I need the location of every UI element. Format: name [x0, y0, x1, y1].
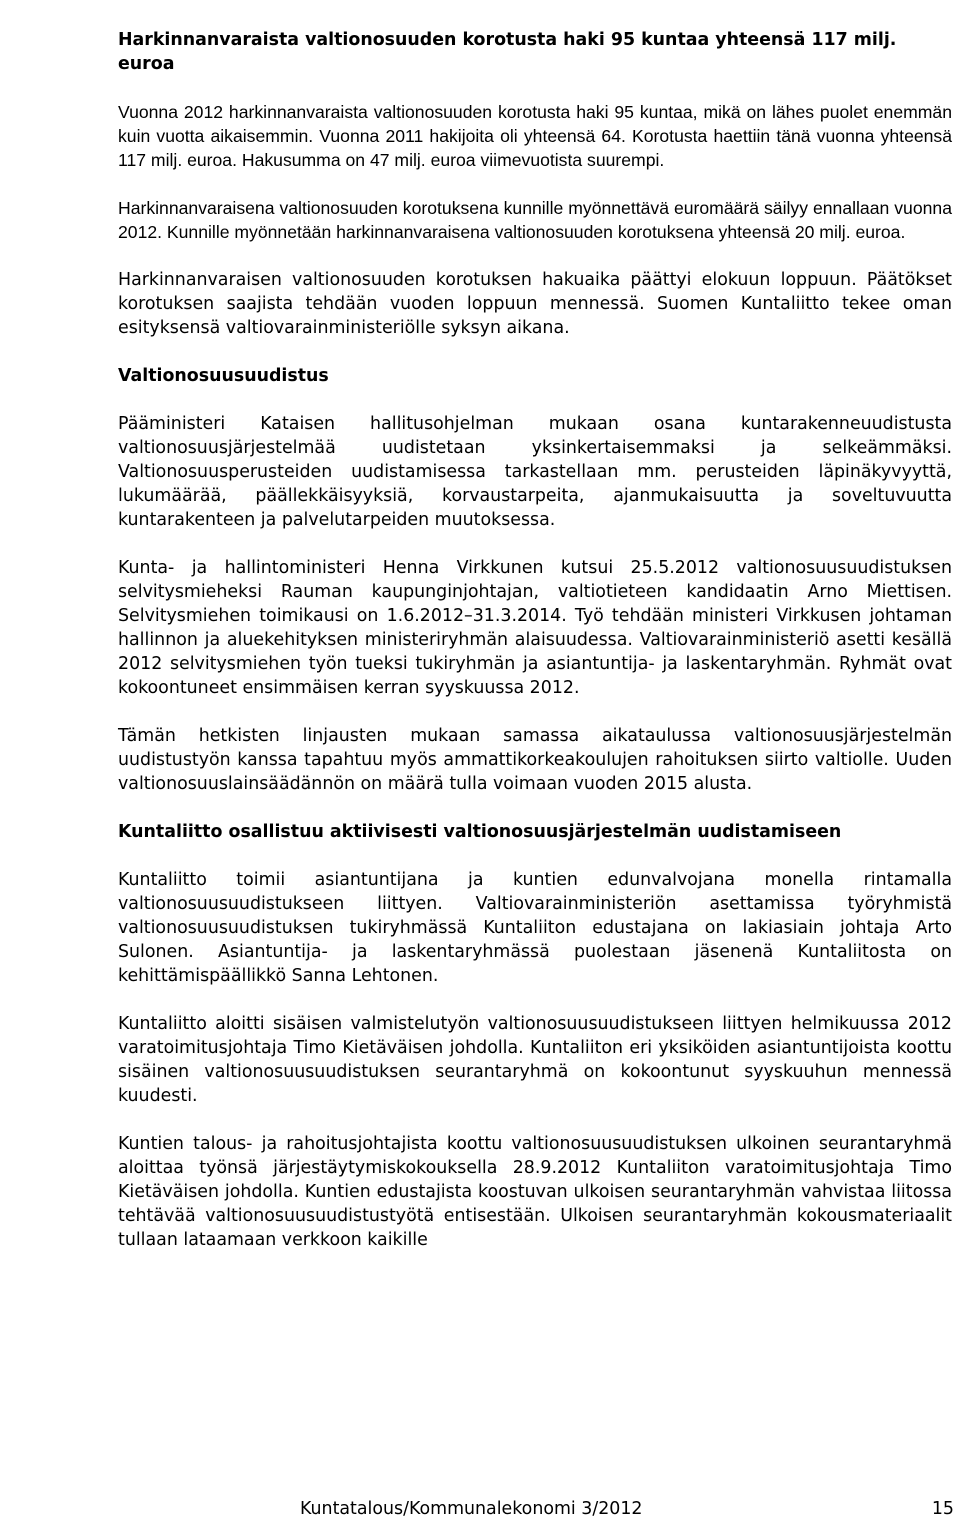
paragraph: Harkinnanvaraisen valtionosuuden korotuksen hakuaika päättyi elokuun loppuun. Päätökset korotuksen saajista tehdään vuoden loppuun mennessä. Suomen Kuntaliitto tekee oman esityksensä valtiovarainministeriölle syksyn aikana.: [118, 270, 952, 338]
section-heading-discretionary-increase: Harkinnanvaraista valtionosuuden korotusta haki 95 kuntaa yhteensä 117 milj. euroa: [118, 30, 897, 74]
paragraph: Kuntaliitto aloitti sisäisen valmistelutyön valtionosuusuudistukseen liittyen helmikuussa 2012 varatoimitusjohtaja Timo Kietäväisen johdolla. Kuntaliiton eri yksiköiden asiantuntijoista koottu sisäinen valtionosuusuudistuksen seurantaryhmä on kokoontunut syyskuuhun mennessä kuudesti.: [118, 1014, 952, 1106]
publication-name: Kuntatalous/Kommunalekonomi 3/2012: [300, 1499, 643, 1519]
paragraph: Kuntien talous- ja rahoitusjohtajista koottu valtionosuusuudistuksen ulkoinen seurantaryhmä aloittaa työnsä järjestäytymiskokouksella 28.9.2012 Kuntaliiton varatoimitusjohtaja Timo Kietäväisen johdolla. Kuntien edustajista koostuvan ulkoisen seurantaryhmän vahvistaa liitossa tehtävää valtionosuusuudistustyötä entisestään. Ulkoisen seurantaryhmän kokousmateriaalit tullaan lataamaan verkkoon kaikille: [118, 1134, 952, 1250]
paragraph: Vuonna 2012 harkinnanvaraista valtionosuuden korotusta haki 95 kuntaa, mikä on lähes puolet enemmän kuin vuotta aikaisemmin. Vuonna 2011 hakijoita oli yhteensä 64. Korotusta haettiin tänä vuonna yhteensä 117 milj. euroa. Hakusumma on 47 milj. euroa viimevuotista suurempi.: [118, 102, 952, 170]
paragraph: Harkinnanvaraisena valtionosuuden korotuksena kunnille myönnettävä euromäärä säilyy ennallaan vuonna 2012. Kunnille myönnetään harkinnanvaraisena valtionosuuden korotuksena yhteensä 20 milj. euroa.: [118, 198, 952, 242]
article-body: [118, 28, 952, 1252]
paragraph: Tämän hetkisten linjausten mukaan samassa aikataulussa valtionosuusjärjestelmän uudistustyön kanssa tapahtuu myös ammattikorkeakoulujen rahoituksen siirto valtiolle. Uuden valtionosuuslainsäädännön on määrä tulla voimaan vuoden 2015 alusta.: [118, 726, 952, 794]
paragraph: Pääministeri Kataisen hallitusohjelman mukaan osana kuntarakenneuudistusta valtionosuusjärjestelmää uudistetaan yksinkertaisemmaksi ja selkeämmäksi. Valtionosuusperusteiden uudistamisessa tarkastellaan mm. perusteiden läpinäkyvyyttä, lukumäärää, päällekkäisyyksiä, korvaustarpeita, ajanmukaisuutta ja soveltuvuutta kuntarakenteen ja palvelutarpeiden muutoksessa.: [118, 414, 952, 530]
page-number: 15: [931, 1499, 954, 1519]
paragraph: Kunta- ja hallintoministeri Henna Virkkunen kutsui 25.5.2012 valtionosuusuudistuksen selvitysmieheksi Rauman kaupunginjohtajan, valtiotieteen kandidaatin Arno Miettisen. Selvitysmiehen toimikausi on 1.6.2012–31.3.2014. Työ tehdään ministeri Virkkusen johtaman hallinnon ja aluekehityksen ministeriryhmän alaisuudessa. Valtiovarainministeriö asetti kesällä 2012 selvitysmiehen työn tueksi tukiryhmän ja asiantuntija- ja laskentaryhmän. Ryhmät ovat kokoontuneet ensimmäisen kerran syyskuussa 2012.: [118, 558, 952, 698]
section-heading-reform: Valtionosuusuudistus: [118, 366, 329, 386]
paragraph: Kuntaliitto toimii asiantuntijana ja kuntien edunvalvojana monella rintamalla valtionosuusuudistukseen liittyen. Valtiovarainministeriön asettamissa työryhmistä valtionosuusuudistuksen tukiryhmässä Kuntaliiton edustajana on lakiasiain johtaja Arto Sulonen. Asiantuntija- ja laskentaryhmässä puolestaan jäsenenä Kuntaliitosta on kehittämispäällikkö Sanna Lehtonen.: [118, 870, 952, 986]
section-heading-kuntaliitto: Kuntaliitto osallistuu aktiivisesti valtionosuusjärjestelmän uudistamiseen: [118, 822, 842, 842]
